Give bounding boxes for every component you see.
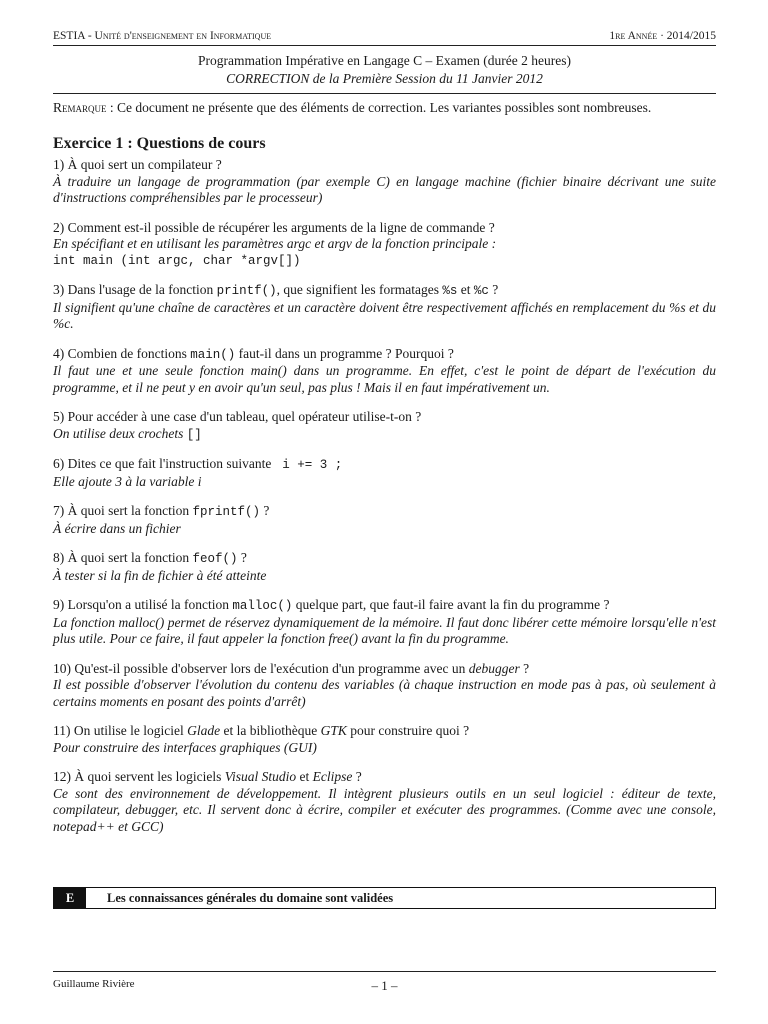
- q-code: i += 3 ;: [274, 458, 343, 472]
- question-text: [53, 456, 716, 474]
- q-ital2: GTK: [320, 723, 347, 738]
- title-line1: Programmation Impérative en Langage C – Examen (durée 2 heures): [198, 53, 571, 68]
- question-text: 1) À quoi sert un compilateur ?: [53, 157, 222, 172]
- answer-code: []: [186, 427, 202, 442]
- q-pre: 10) Qu'est-il possible d'observer lors de l'exécution d'un programme avec un: [53, 660, 469, 676]
- q-post: ?: [488, 282, 499, 297]
- answer-text: Elle ajoute 3 à la variable i: [53, 473, 202, 489]
- question-4: [53, 346, 716, 397]
- q-pre: 8) À quoi sert la fonction: [53, 550, 193, 565]
- answer-text: En spécifiant et en utilisant les paramètres argc et argv de la fonction principale :: [53, 236, 497, 251]
- title-line2: CORRECTION de la Première Session du 11 Janvier 2012: [226, 71, 543, 86]
- question-12: [53, 769, 716, 835]
- answer-text: Ce sont des environnement de développement. Il intègrent plusieurs outils en un seul logiciel : éditeur de texte, compilateur, debugger, etc. Il servent donc à écrire, compiler et exécuter des programmes. (Comme avec une console, notepad++ et GCC): [53, 785, 716, 834]
- remark-label: Remarque: [53, 100, 107, 115]
- header-left: ESTIA - Unité d'enseignement en Informatique: [53, 30, 272, 42]
- answer-main: On utilise deux crochets: [53, 425, 187, 441]
- q-post: ?: [260, 503, 270, 518]
- q-code: main(): [190, 347, 236, 362]
- title-divider: [53, 93, 716, 94]
- q-code: fprintf(): [192, 505, 260, 519]
- answer-text: [53, 426, 716, 444]
- question-text: [53, 282, 716, 300]
- q-post: ?: [237, 550, 247, 565]
- page-number: – 1 –: [371, 978, 398, 993]
- question-text: [53, 723, 716, 740]
- q-mid: , que signifient les formatages: [276, 282, 443, 297]
- question-text: [53, 769, 716, 786]
- answer-text: À tester si la fin de fichier à été atteinte: [53, 567, 267, 583]
- question-5: [53, 409, 716, 443]
- question-2: [53, 220, 716, 270]
- question-8: [53, 550, 716, 584]
- q-post: pour construire quoi ?: [346, 723, 470, 738]
- page-footer: [53, 978, 716, 993]
- q-ital: Glade: [187, 723, 221, 738]
- remark-text: : Ce document ne présente que des éléments de correction. Les variantes possibles sont nombreuses.: [106, 100, 652, 115]
- document-title: [53, 52, 716, 88]
- q-code: feof(): [192, 552, 238, 566]
- question-1: [53, 157, 716, 207]
- question-7: [53, 503, 716, 537]
- answer-text: Il faut une et une seule fonction main() dans un programme. En effet, c'est le point de départ de l'exécution du programme, et il ne peut y en avoir qu'un seul, pas plus ! Mais il en faut impérativement un.: [53, 363, 716, 395]
- remark: [53, 100, 716, 116]
- q-code: malloc(): [232, 599, 293, 613]
- question-text: [53, 550, 716, 568]
- q-mid: et: [296, 769, 313, 784]
- q-post: ?: [352, 769, 362, 784]
- q-code: printf(): [216, 284, 277, 298]
- footer-divider: [53, 971, 716, 972]
- validation-badge: E: [54, 888, 86, 908]
- q-pre: 7) À quoi sert la fonction: [53, 503, 193, 518]
- page-header: [53, 30, 716, 46]
- answer-text: La fonction malloc() permet de réservez dynamiquement de la mémoire. Il faut donc libérer cette mémoire lorsqu'elle n'est plus utile. Pour ce faire, il faut appeler la fonction free() avant la fin du programme.: [53, 614, 716, 646]
- answer-text: À écrire dans un fichier: [53, 520, 181, 536]
- answer-text: À traduire un langage de programmation (par exemple C) en langage machine (fichier binaire décrivant une suite d'instructions compréhensibles par le processeur): [53, 173, 716, 205]
- footer-author: Guillaume Rivière: [53, 978, 135, 990]
- q-mid: et la bibliothèque: [220, 723, 321, 738]
- exercise-title: Exercice 1 : Questions de cours: [53, 135, 266, 152]
- q-post: quelque part, que faut-il faire avant la fin du programme ?: [292, 597, 610, 612]
- question-text: 2) Comment est-il possible de récupérer les arguments de la ligne de commande ?: [53, 219, 495, 235]
- q-ital: debugger: [468, 660, 520, 676]
- question-text: [53, 346, 716, 364]
- question-text: 5) Pour accéder à une case d'un tableau, quel opérateur utilise-t-on ?: [53, 409, 422, 424]
- question-text: [53, 597, 716, 615]
- validation-text: Les connaissances générales du domaine sont validées: [107, 890, 394, 905]
- q-ital2: Eclipse: [312, 769, 353, 784]
- q-post: ?: [519, 660, 530, 676]
- question-text: [53, 503, 716, 521]
- q-mid2: et: [457, 282, 474, 297]
- q-ital: Visual Studio: [224, 769, 297, 784]
- question-6: [53, 456, 716, 490]
- answer-text: Il signifient qu'une chaîne de caractères et un caractère doivent être respectivement affichés en remplacement du %s et du %c.: [53, 299, 716, 331]
- q-pre: 3) Dans l'usage de la fonction: [53, 282, 217, 297]
- answer-code: int main (int argc, char *argv[]): [53, 253, 301, 268]
- q-pre: 6) Dites ce que fait l'instruction suivante: [53, 456, 275, 471]
- q-pre: 11) On utilise le logiciel: [53, 723, 188, 738]
- document-page: [53, 30, 716, 848]
- q-pre: 12) À quoi servent les logiciels: [53, 769, 225, 784]
- question-10: [53, 661, 716, 711]
- question-3: [53, 282, 716, 333]
- q-pre: 4) Combien de fonctions: [53, 345, 191, 361]
- q-post: faut-il dans un programme ? Pourquoi ?: [235, 345, 454, 361]
- answer-text: Il est possible d'observer l'évolution du contenu des variables (à chaque instruction en mode pas à pas, où seulement à certains moments en posant des points d'arrêt): [53, 677, 716, 709]
- q-code3: %c: [473, 284, 489, 298]
- question-11: [53, 723, 716, 756]
- header-right: 1re Année · 2014/2015: [609, 30, 716, 42]
- answer-text: Pour construire des interfaces graphiques (GUI): [53, 739, 317, 755]
- q-code2: %s: [442, 284, 458, 298]
- question-9: [53, 597, 716, 648]
- q-pre: 9) Lorsqu'on a utilisé la fonction: [53, 597, 233, 612]
- validation-box: [53, 887, 716, 909]
- question-text: [53, 661, 716, 678]
